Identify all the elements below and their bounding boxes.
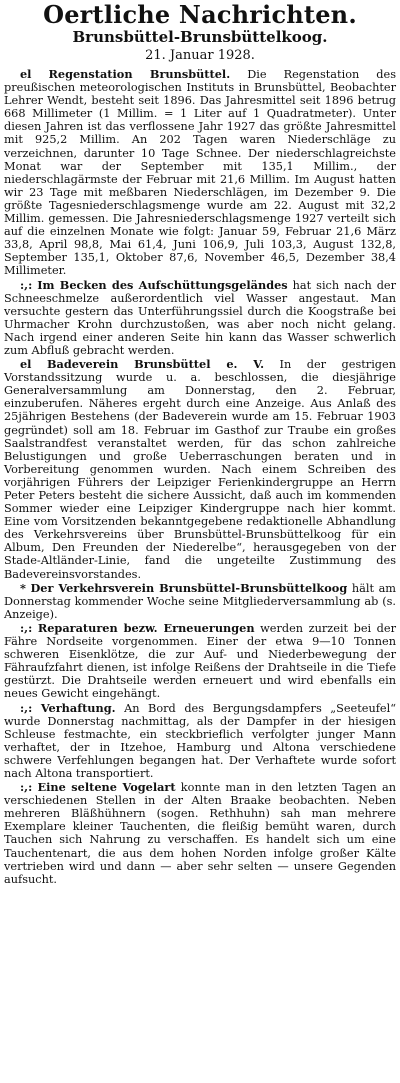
issue-date: 21. Januar 1928. (145, 48, 255, 63)
article-body: werden zurzeit bei der Fähre Nordseite vorgenommen. Einer der etwa 9—10 Tonnen schweren Eisenklötze, die zur Auf- und Niederbewegung der Fähraufzfahrt dienen, ist infolge Reißens der Drahtseile in die Tiefe gestürzt. Die Drahtseile werden erneuert und wird ebenfalls ein neues Gewicht eingehängt. (4, 621, 396, 701)
article-headline: Der Verkehrsverein Brunsbüttel-Brunsbüttelkoog (30, 580, 348, 595)
article-body: hält am Donnerstag kommender Woche seine Mitgliederversammlung ab (s. Anzeige). (4, 581, 397, 621)
article-flooded-basin (4, 279, 396, 358)
article-headline: Eine seltene Vogelart (37, 780, 176, 795)
article-marker: el (20, 357, 32, 372)
article-arrest (4, 702, 396, 781)
article-rare-bird (4, 781, 396, 886)
article-headline: Regenstation Brunsbüttel. (48, 67, 231, 81)
article-headline: Im Becken des Aufschüttungsgeländes (37, 277, 288, 292)
article-marker: :,: (20, 620, 33, 635)
article-body: An Bord des Bergungsdampfers „Seeteufel“ wurde Donnerstag nachmittag, als der Dampfer in der hiesigen Schleuse festmachte, ein steckbrieflich verfolgter junger Mann verhaftet, der in Itzehoe, Hamburg und Altona verschiedene schwere Verfehlungen begangen hat. Der Verhaftete wurde sofort nach Altona transportiert. (4, 701, 396, 780)
article-marker: el (20, 67, 32, 81)
article-body: Die Regenstation des preußischen meteorologischen Instituts in Brunsbüttel, Beobachter Lehrer Wendt, besteht seit 1896. Das Jahresmittel seit 1896 betrug 668 Millimeter (1 Millim. = 1 Liter auf 1 Quadratmeter). Unter diesen Jahren ist das verflossene Jahr 1927 das größte Jahresmittel mit 925,2 Millim. An 202 Tagen waren Niederschläge zu verzeichnen, darunter 10 Tage Schnee. Der niederschlagreichste Monat war der September mit 135,1 Millim., der niederschlagärmste der Februar mit 21,6 Millim. Im August hatten wir 23 Tage mit meßbaren Niederschlägen, im Dezember 9. Die größte Tagesniederschlagsmenge wurde am 22. August mit 32,2 Millim. gemessen. Die Jahresniederschlagsmenge 1927 verteilt sich auf die einzelnen Monate wie folgt: Januar 59, Februar 21,6 März 33,8, April 98,8, Mai 61,4, Juni 106,9, Juli 103,3, August 132,8, September 135,1, Oktober 87,6, November 46,5, Dezember 38,4 Millimeter. (4, 68, 397, 278)
article-headline: Reparaturen bezw. Erneuerungen (37, 620, 255, 635)
article-marker: :,: (20, 700, 33, 715)
article-bath-club (4, 358, 396, 581)
article-body: In der gestrigen Vorstandssitzung wurde u. a. beschlossen, die diesjährige Generalversammlung am Donnerstag, den 2. Februar, einzuberufen. Näheres ergeht durch eine Anzeige. Aus Anlaß des 25jährigen Bestehens (der Badeverein wurde am 15. Februar 1903 gegründet) soll am 18. Februar im Gasthof zur Traube ein großes Saalstrandfest veranstaltet werden, für das schon zahlreiche Belustigungen und große Ueberraschungen beraten und in Vorbereitung genommen wurden. Nach einem Schreiben des vorjährigen Führers der Leipziger Ferienkindergruppe an Herrn Peter Peters besteht die sichere Aussicht, daß auch im kommenden Sommer wieder eine Leipziger Kindergruppe nach hier kommt. Eine vom Vorsitzenden bekanntgegebene redaktionelle Abhandlung des Verkehrsvereins über Brunsbüttel-Brunsbüttelkoog für ein Album, Den Freunden der Niederelbe“, herausgegeben von der Stade-Altländer-Linie, fand die ungeteilte Zustimmung des Badevereinsvorstandes. (4, 358, 397, 581)
article-traffic-association (4, 582, 396, 621)
article-headline: Badeverein Brunsbüttel e. V. (46, 357, 264, 372)
article-body: konnte man in den letzten Tagen an verschiedenen Stellen in der Alten Braake beobachten. Neben mehreren Bläßhühnern (sogen. Rethhuhn) sah man mehrere Exemplare kleiner Tauchenten, die fleißig bemüht waren, durch Tauchen sich Nahrung zu verschaffen. Es handelt sich um eine Tauchentenart, die aus dem hohen Norden infolge großer Kälte vertrieben wird und dann — aber sehr selten — unsere Gegenden aufsucht. (4, 781, 397, 886)
section-title: Oertliche Nachrichten. (43, 0, 357, 29)
section-subtitle: Brunsbüttel-Brunsbüttelkoog. (72, 28, 328, 46)
article-rain-station (4, 68, 396, 278)
article-marker: :,: (20, 780, 33, 795)
article-body: hat sich nach der Schneeschmelze außerordentlich viel Wasser angestaut. Man versuchte gestern das Unterführungssiel durch die Koogstraße bei Uhrmacher Krohn durchzustoßen, was aber noch nicht gelang. Nach irgend einer anderen Seite hin kann das Wasser schwerlich zum Abfluß gebracht werden. (4, 278, 397, 357)
article-marker: * (20, 580, 26, 595)
article-marker: :,: (20, 277, 33, 292)
article-headline: Verhaftung. (40, 700, 116, 715)
article-ferry-repairs (4, 622, 396, 701)
